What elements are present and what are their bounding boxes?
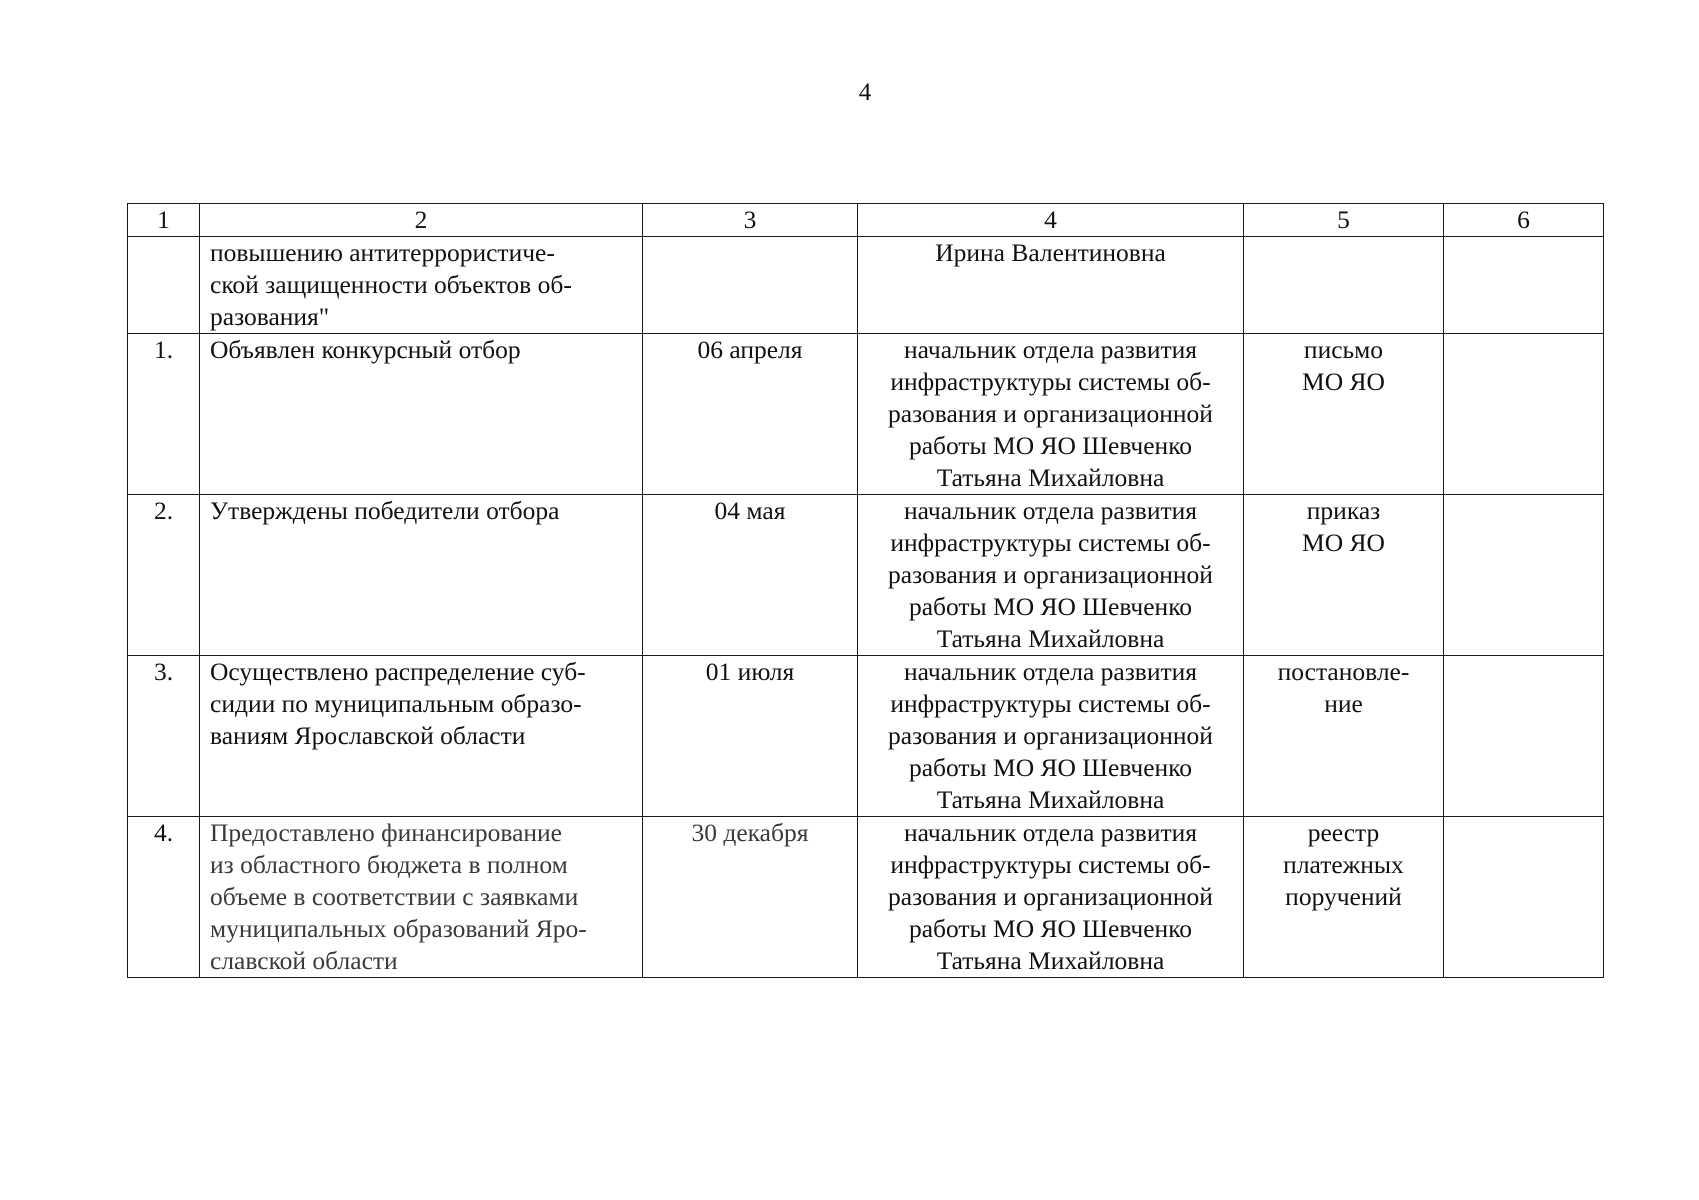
date-cell: 30 декабря <box>643 817 858 978</box>
column-header-5: 5 <box>1244 204 1444 237</box>
table-row <box>128 495 1604 656</box>
row-number-cell: 1. <box>128 334 200 495</box>
document-cell: постановле- ние <box>1244 656 1444 817</box>
document-cell: письмо МО ЯО <box>1244 334 1444 495</box>
document-cell: приказ МО ЯО <box>1244 495 1444 656</box>
note-cell <box>1444 817 1604 978</box>
row-number-cell: 4. <box>128 817 200 978</box>
responsible-cell: начальник отдела развития инфраструктуры системы об- разования и организационной работы МО ЯО Шевченко Татьяна Михайловна <box>858 495 1244 656</box>
column-header-2: 2 <box>200 204 643 237</box>
note-cell <box>1444 334 1604 495</box>
column-header-6: 6 <box>1444 204 1604 237</box>
plan-table <box>127 203 1604 978</box>
event-cell: Осуществлено распределение суб- сидии по муниципальным образо- ваниям Ярославской области <box>200 656 643 817</box>
event-cell: Объявлен конкурсный отбор <box>200 334 643 495</box>
responsible-cell: начальник отдела развития инфраструктуры системы об- разования и организационной работы МО ЯО Шевченко Татьяна Михайловна <box>858 334 1244 495</box>
document-cell: реестр платежных поручений <box>1244 817 1444 978</box>
note-cell <box>1444 656 1604 817</box>
date-cell <box>643 237 858 334</box>
note-cell <box>1444 237 1604 334</box>
table-row <box>128 817 1604 978</box>
page-number: 4 <box>858 79 872 106</box>
table-row <box>128 237 1604 334</box>
responsible-cell: Ирина Валентиновна <box>858 237 1244 334</box>
column-header-1: 1 <box>128 204 200 237</box>
date-cell: 04 мая <box>643 495 858 656</box>
date-cell: 06 апреля <box>643 334 858 495</box>
row-number-cell: 2. <box>128 495 200 656</box>
responsible-cell: начальник отдела развития инфраструктуры системы об- разования и организационной работы МО ЯО Шевченко Татьяна Михайловна <box>858 656 1244 817</box>
table-header-row <box>128 204 1604 237</box>
responsible-cell: начальник отдела развития инфраструктуры системы об- разования и организационной работы МО ЯО Шевченко Татьяна Михайловна <box>858 817 1244 978</box>
row-number-cell: 3. <box>128 656 200 817</box>
event-cell: повышению антитеррористиче- ской защищенности объектов об- разования" <box>200 237 643 334</box>
note-cell <box>1444 495 1604 656</box>
column-header-4: 4 <box>858 204 1244 237</box>
column-header-3: 3 <box>643 204 858 237</box>
document-cell <box>1244 237 1444 334</box>
table-row <box>128 334 1604 495</box>
event-cell: Предоставлено финансирование из областного бюджета в полном объеме в соответствии с заявками муниципальных образований Яро- славской области <box>200 817 643 978</box>
table-row <box>128 656 1604 817</box>
date-cell: 01 июля <box>643 656 858 817</box>
row-number-cell <box>128 237 200 334</box>
event-cell: Утверждены победители отбора <box>200 495 643 656</box>
